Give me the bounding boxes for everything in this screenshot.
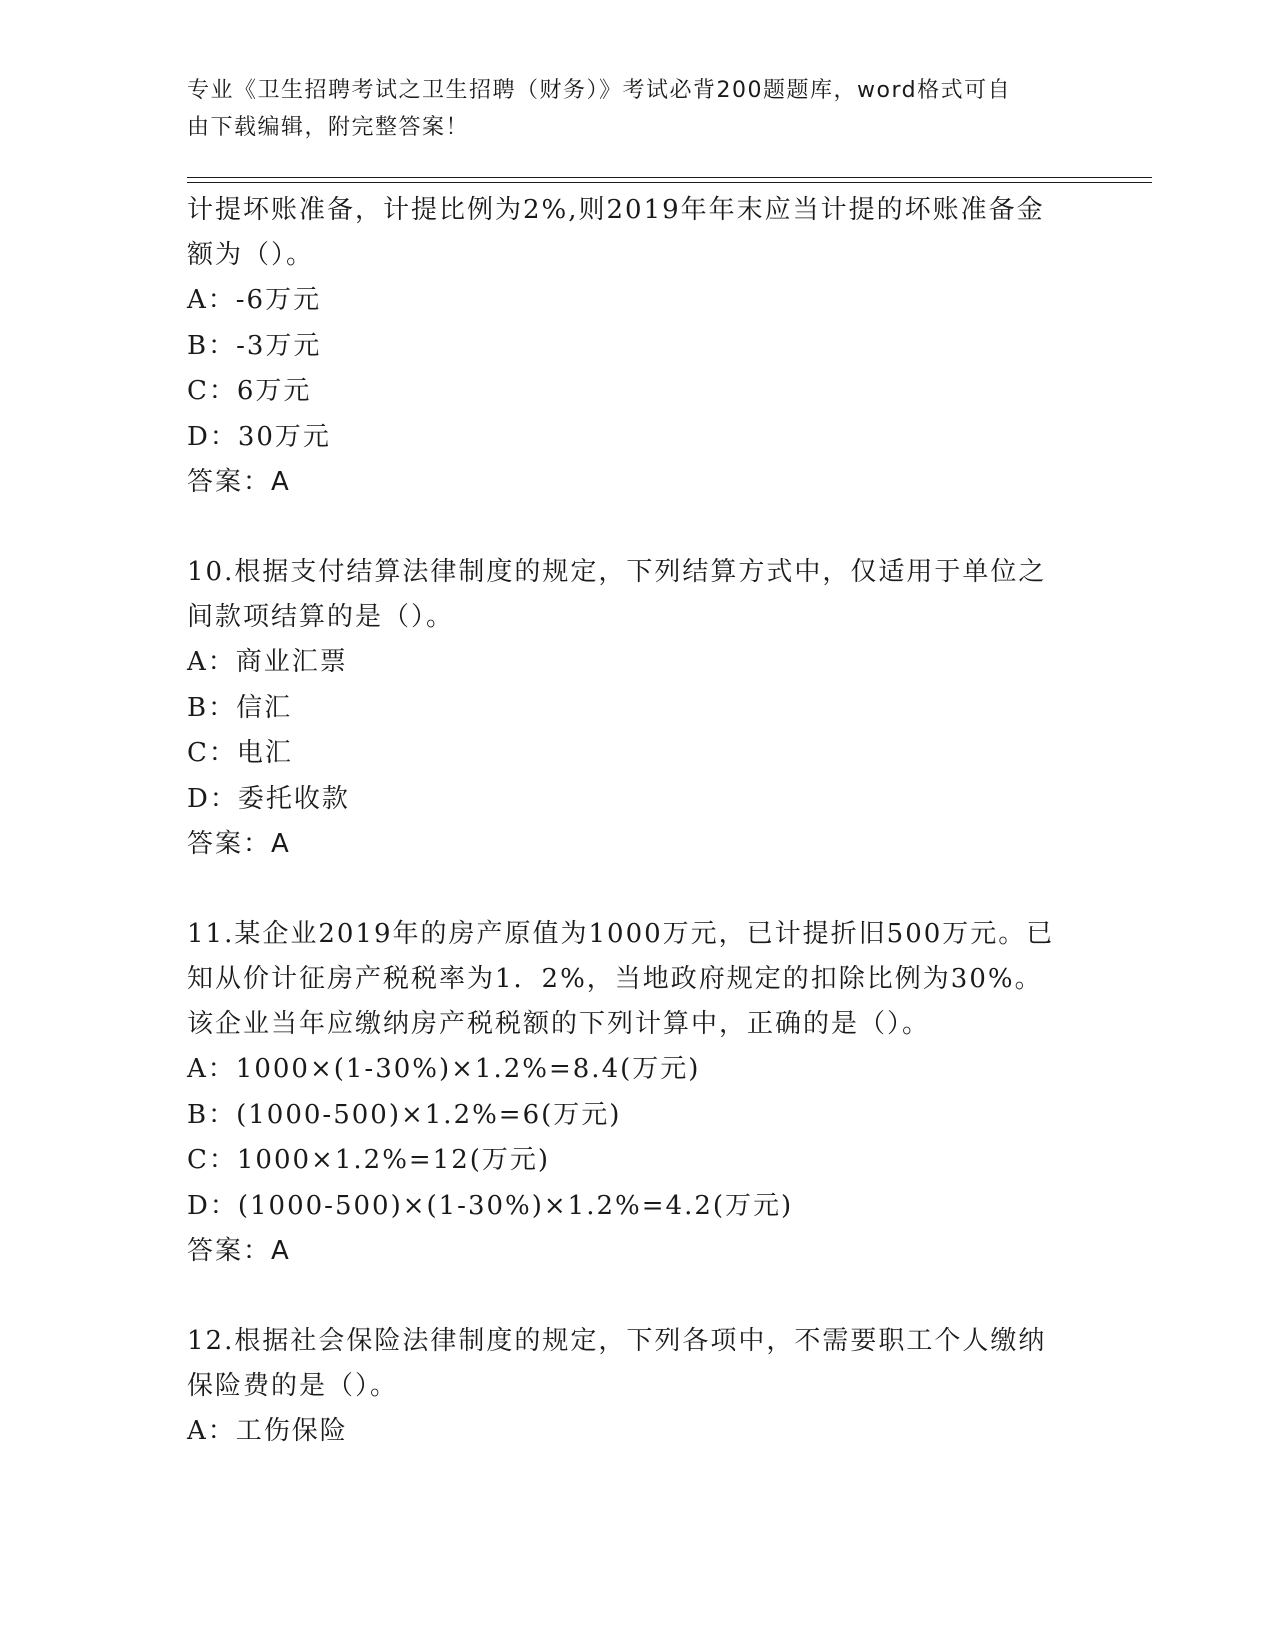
option-d: D：委托收款 xyxy=(187,783,350,814)
answer: 答案：A xyxy=(187,467,291,497)
option-c: C：1000×1.2%=12(万元) xyxy=(187,1145,551,1175)
option-a: A：1000×(1-30%)×1.2%=8.4(万元) xyxy=(187,1054,701,1084)
header-rule-top xyxy=(187,177,1152,178)
question-stem-line: 计提坏账准备，计提比例为2%,则2019年年末应当计提的坏账准备金 xyxy=(187,195,1045,225)
option-b: B：信汇 xyxy=(187,692,293,723)
spacer xyxy=(187,505,1087,550)
option-c: C：6万元 xyxy=(187,376,312,406)
question-10 xyxy=(187,550,1087,867)
option-a: A：-6万元 xyxy=(187,285,322,315)
question-stem-line: 保险费的是（）。 xyxy=(187,1371,399,1401)
header-title-line-1: 专业《卫生招聘考试之卫生招聘（财务）》考试必背200题题库，word格式可自 xyxy=(187,78,1012,103)
question-stem-line: 10.根据支付结算法律制度的规定，下列结算方式中，仅适用于单位之 xyxy=(187,557,1047,587)
header-title-line-2: 由下载编辑，附完整答案！ xyxy=(187,115,470,140)
question-stem-line: 11.某企业2019年的房产原值为1000万元，已计提折旧500万元。已 xyxy=(187,919,1055,949)
question-list xyxy=(187,188,1087,1455)
option-d: D：(1000-500)×(1-30%)×1.2%=4.2(万元) xyxy=(187,1190,794,1221)
option-a: A：工伤保险 xyxy=(187,1416,348,1446)
header-rule-bottom xyxy=(187,182,1152,183)
answer: 答案：A xyxy=(187,1236,291,1266)
question-12 xyxy=(187,1319,1087,1455)
option-b: B：(1000-500)×1.2%=6(万元) xyxy=(187,1099,622,1130)
question-stem-line: 12.根据社会保险法律制度的规定，下列各项中，不需要职工个人缴纳 xyxy=(187,1326,1047,1356)
question-stem-line: 该企业当年应缴纳房产税税额的下列计算中，正确的是（）。 xyxy=(187,1009,931,1039)
question-stem-line: 间款项结算的是（）。 xyxy=(187,602,455,632)
spacer xyxy=(187,867,1087,912)
answer: 答案：A xyxy=(187,829,291,859)
question-stem-line: 知从价计征房产税税率为1．2%，当地政府规定的扣除比例为30%。 xyxy=(187,964,1043,994)
question-9 xyxy=(187,188,1087,505)
question-11 xyxy=(187,912,1087,1274)
option-d: D：30万元 xyxy=(187,421,331,452)
document-header xyxy=(187,72,1067,146)
spacer xyxy=(187,1274,1087,1319)
option-c: C：电汇 xyxy=(187,738,293,768)
option-a: A：商业汇票 xyxy=(187,647,348,677)
option-b: B：-3万元 xyxy=(187,330,322,361)
question-stem-line: 额为（）。 xyxy=(187,240,315,270)
